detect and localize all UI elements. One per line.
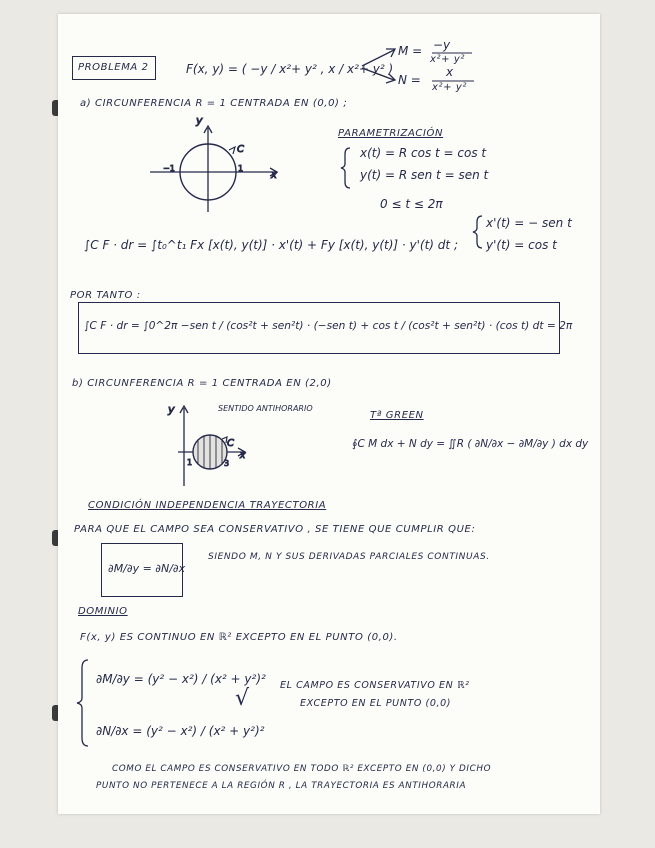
conclusion-line-2: PUNTO NO PERTENECE A LA REGIÓN R , LA TRAYECTORIA ES ANTIHORARIA [96, 781, 467, 791]
dM-dy: ∂M/∂y = (y² − x²) / (x² + y²)² [96, 672, 266, 686]
m-denominator: x²+ y² [430, 54, 466, 65]
tick-b-three: 3 [224, 459, 230, 468]
orientation-arrow [229, 147, 235, 154]
conservative-condition: ∂M/∂y = ∂N/∂x [108, 562, 186, 575]
conservative-note-2: EXCEPTO EN EL PUNTO (0,0) [300, 698, 452, 709]
direction-label: SENTIDO ANTIHORARIO [218, 404, 313, 413]
m-numerator: −y [433, 38, 451, 52]
problem-label: PROBLEMA 2 [78, 62, 149, 73]
x-axis-label: x [271, 170, 277, 181]
param-brace [341, 148, 350, 188]
condition-note: SIENDO M, N Y SUS DERIVADAS PARCIALES CONTINUAS. [208, 552, 490, 562]
part-b-title: b) CIRCUNFERENCIA R = 1 CENTRADA EN (2,0) [72, 378, 332, 389]
domain-heading: DOMINIO [78, 606, 128, 617]
conclusion-line-1: COMO EL CAMPO ES CONSERVATIVO EN TODO ℝ² EXCEPTO EN (0,0) Y DICHO [112, 764, 492, 774]
param-x: x(t) = R cos t = cos t [360, 146, 487, 160]
m-label: M = [398, 44, 423, 58]
independence-text: PARA QUE EL CAMPO SEA CONSERVATIVO , SE TIENE QUE CUMPLIR QUE: [74, 524, 476, 535]
line-integral-general: ∫C F · dr = ∫t₀^t₁ Fx [x(t), y(t)] · x'(t) + Fy [x(t), y(t)] · y'(t) dt ; [84, 238, 458, 252]
curve-label: C [237, 144, 244, 155]
n-label: N = [398, 73, 421, 87]
derivative-y: y'(t) = cos t [486, 238, 557, 252]
unit-circle-graph [150, 114, 277, 212]
n-denominator: x²+ y² [432, 82, 468, 93]
n-numerator: x [446, 65, 454, 79]
part-a-title: a) CIRCUNFERENCIA R = 1 CENTRADA EN (0,0) ; [80, 98, 348, 109]
por-tanto: POR TANTO : [70, 290, 141, 301]
param-range: 0 ≤ t ≤ 2π [380, 197, 443, 211]
tick-one: 1 [238, 164, 244, 173]
conservative-note-1: EL CAMPO ES CONSERVATIVO EN ℝ² [280, 680, 470, 691]
x-axis-b-label: x [240, 451, 246, 461]
green-theorem-heading: Tª GREEN [370, 410, 424, 421]
parametrization-heading: PARAMETRIZACIÓN [338, 128, 444, 139]
y-axis-b-label: y [168, 403, 175, 416]
shifted-circle-graph [167, 403, 246, 486]
y-axis-label: y [196, 114, 203, 127]
derivative-brace [473, 216, 482, 248]
derivative-x: x'(t) = − sen t [486, 216, 572, 230]
green-theorem-formula: ∮C M dx + N dy = ∬R ( ∂N/∂x − ∂M/∂y ) dx dy [352, 438, 589, 450]
derivatives-brace [77, 660, 88, 746]
tick-minus-one: −1 [163, 164, 175, 173]
tick-b-one: 1 [187, 458, 193, 467]
independence-heading: CONDICIÓN INDEPENDENCIA TRAYECTORIA [88, 500, 327, 511]
dN-dx: ∂N/∂x = (y² − x²) / (x² + y²)² [96, 724, 265, 738]
curve-b-label: C [227, 438, 234, 449]
vector-field-definition: F(x, y) = ( −y / x²+ y² , x / x²+ y² ) [186, 62, 394, 76]
line-integral-result: ∫C F · dr = ∫0^2π −sen t / (cos²t + sen²t) · (−sen t) + cos t / (cos²t + sen²t) · (cos t) dt = 2π [84, 320, 573, 332]
param-y: y(t) = R sen t = sen t [360, 168, 489, 182]
check-mark: √ [235, 686, 250, 711]
domain-text: F(x, y) ES CONTINUO EN ℝ² EXCEPTO EN EL PUNTO (0,0). [80, 632, 398, 643]
arrow-to-m [362, 50, 394, 66]
